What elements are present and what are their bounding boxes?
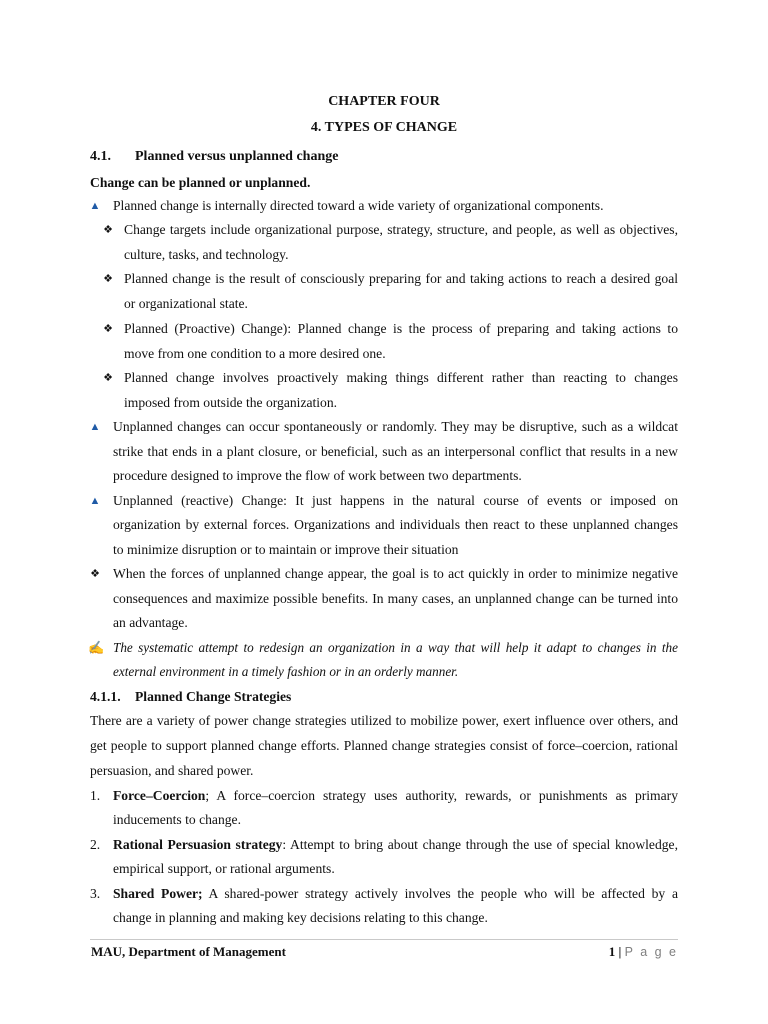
sub-bullet-text: Change targets include organizational purpose, strategy, structure, and people, as well as objectives, — [124, 222, 678, 237]
footer-page-number — [560, 943, 678, 961]
list-item-continued: empirical support, or rational arguments. — [113, 861, 335, 876]
diamond-bullet-icon: ❖ — [103, 372, 113, 384]
sub-bullet-text: Planned change involves proactively making things different rather than reacting to changes — [124, 370, 678, 385]
sub-bullet-text: Planned (Proactive) Change): Planned change is the process of preparing and taking actions to — [124, 321, 678, 336]
footer-divider — [90, 939, 678, 940]
diamond-bullet-icon: ❖ — [90, 568, 100, 580]
bullet-text: Planned change is internally directed toward a wide variety of organizational components. — [113, 198, 604, 213]
strategy-text: A force–coercion strategy uses authority, rewards, or punishments as primary — [209, 788, 678, 803]
sub-bullet-text: Planned change is the result of consciously preparing for and taking actions to reach a desired goal — [124, 271, 678, 286]
list-item-continued: inducements to change. — [113, 812, 241, 827]
list-item — [113, 836, 678, 854]
list-item — [113, 787, 678, 805]
section-number: 4.1. — [90, 149, 111, 164]
bullet-text: consequences and maximize possible benefits. In many cases, an unplanned change can be turned into — [113, 591, 678, 606]
diamond-bullet-icon: ❖ — [103, 273, 113, 285]
page-number: 1 — [608, 944, 616, 959]
strategy-term: Rational Persuasion strategy — [113, 837, 283, 852]
strategy-text: A shared-power strategy actively involves the people who will be affected by a — [202, 886, 678, 901]
page-separator: | — [618, 944, 622, 959]
chapter-label: CHAPTER FOUR — [328, 94, 440, 109]
strategy-text: Attempt to bring about change through the use of special knowledge, — [286, 837, 678, 852]
strategy-term: Shared Power; — [113, 886, 203, 901]
page-label: P a g e — [624, 945, 678, 959]
bullet-text: procedure designed to improve the flow of work between two departments. — [113, 468, 522, 483]
sub-bullet-text: move from one condition to a more desired one. — [124, 346, 386, 361]
note-text: The systematic attempt to redesign an organization in a way that will help it adapt to changes in the — [113, 640, 678, 655]
list-item-continued: change in planning and making key decisions relating to this change. — [113, 910, 488, 925]
chapter-title: 4. TYPES OF CHANGE — [310, 120, 458, 135]
bullet-text: When the forces of unplanned change appear, the goal is to act quickly in order to minimize negative — [113, 566, 678, 581]
sub-bullet-text: culture, tasks, and technology. — [124, 247, 289, 262]
list-item — [113, 885, 678, 903]
bullet-text: to minimize disruption or to maintain or improve their situation — [113, 542, 459, 557]
section-heading: Planned versus unplanned change — [135, 149, 339, 164]
paragraph-line: There are a variety of power change strategies utilized to mobilize power, exert influence over others, and — [90, 713, 678, 728]
subsection-heading: Planned Change Strategies — [135, 689, 292, 704]
strategy-sep: : — [282, 837, 287, 852]
footer-department: MAU, Department of Management — [91, 944, 286, 959]
list-number: 1. — [90, 788, 101, 803]
list-number: 3. — [90, 886, 101, 901]
sub-bullet-text: imposed from outside the organization. — [124, 395, 338, 410]
diamond-bullet-icon: ❖ — [103, 224, 113, 236]
bullet-text: strike that ends in a plant closure, or beneficial, such as an interpersonal conflict that results in a new — [113, 444, 678, 459]
note-text: external environment in a timely fashion or in an orderly manner. — [113, 664, 459, 679]
bullet-text: Unplanned changes can occur spontaneously or randomly. They may be disruptive, such as a wildcat — [113, 419, 678, 434]
house-arrow-icon: ▲ — [89, 200, 101, 212]
house-arrow-icon: ▲ — [89, 421, 101, 433]
paragraph-line: get people to support planned change efforts. Planned change strategies consist of force–coercion, rational — [90, 738, 678, 753]
strategy-term: Force–Coercion — [113, 788, 206, 803]
paragraph-line: persuasion, and shared power. — [90, 763, 254, 778]
bullet-text: Unplanned (reactive) Change: It just happens in the natural course of events or imposed on — [113, 493, 678, 508]
sub-bullet-text: or organizational state. — [124, 296, 248, 311]
bullet-text: an advantage. — [113, 615, 188, 630]
section-intro: Change can be planned or unplanned. — [90, 175, 311, 190]
diamond-bullet-icon: ❖ — [103, 323, 113, 335]
list-number: 2. — [90, 837, 101, 852]
house-arrow-icon: ▲ — [89, 495, 101, 507]
writing-hand-icon: ✍ — [88, 640, 105, 655]
subsection-number: 4.1.1. — [90, 689, 121, 704]
strategy-sep: ; — [205, 788, 210, 803]
bullet-text: organization by external forces. Organizations and individuals then react to these unplanned changes — [113, 517, 678, 532]
